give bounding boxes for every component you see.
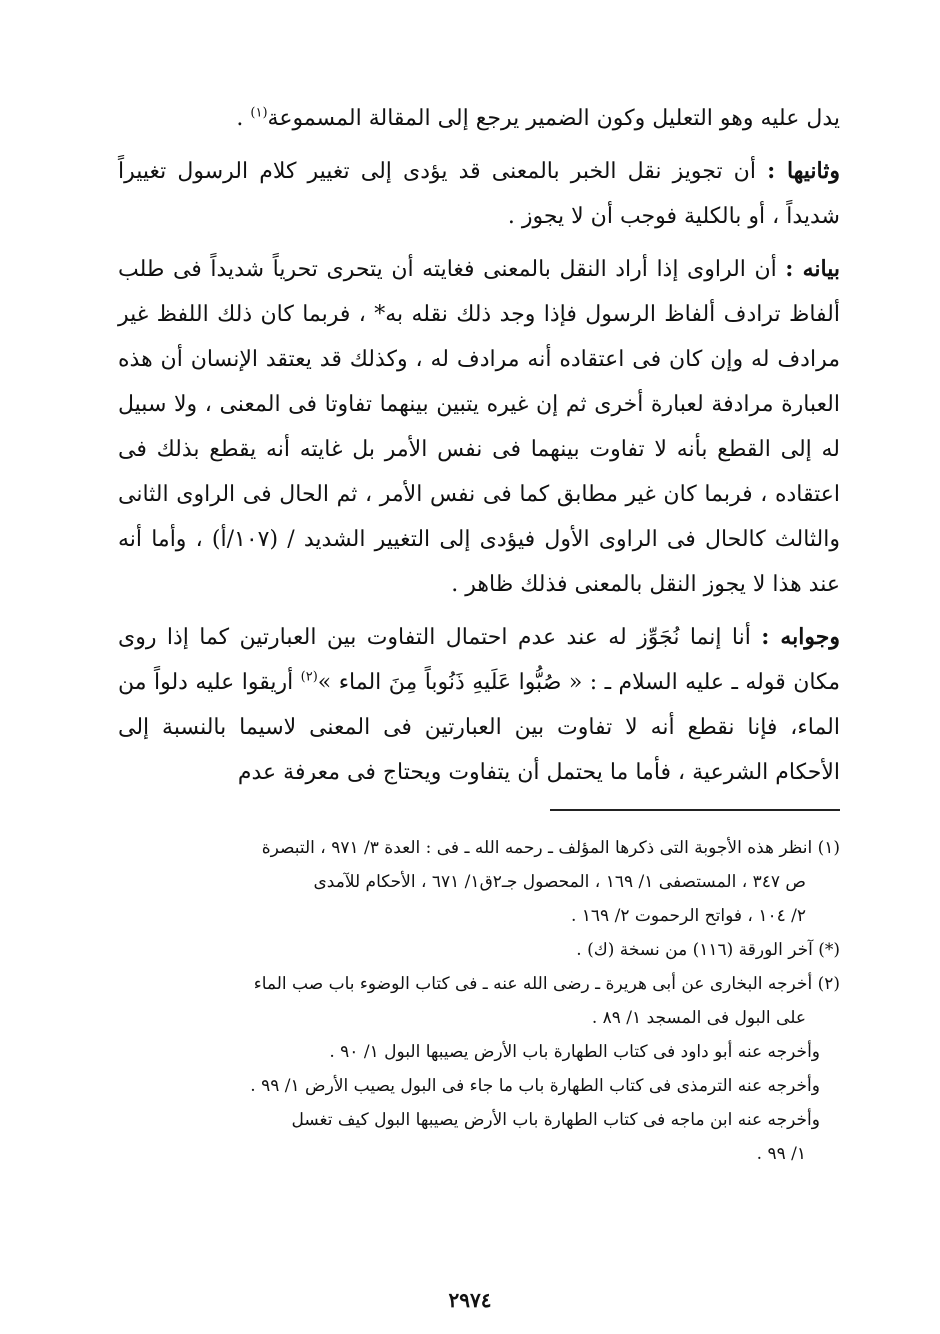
footnote-ref-1[interactable]: (١) — [250, 105, 268, 121]
paragraph-3-lead: بيانه : — [785, 256, 840, 282]
paragraph-2-lead: وثانيها : — [767, 158, 841, 184]
footnote-2-line-4: وأخرجه عنه الترمذى فى كتاب الطهارة باب ما جاء فى البول يصيب الأرض ١/ ٩٩ . — [250, 1076, 820, 1096]
paragraph-4-text-1: أنا إنما نُجَوِّز له عند عدم احتمال التفاوت بين العبارتين كما إذا روى مكان قوله ـ عليه السلام ـ : « صُبُّوا عَلَيهِ ذَنُوباً مِنَ الماء » — [118, 625, 840, 695]
paragraph-4 — [118, 615, 840, 795]
paragraph-4-lead: وجوابه : — [761, 624, 840, 650]
footnote-2-line-1: (٢) أخرجه البخارى عن أبى هريرة ـ رضى الله عنه ـ فى كتاب الوضوء باب صب الماء — [253, 974, 840, 994]
footnote-2-line-3: وأخرجه عنه أبو داود فى كتاب الطهارة باب الأرض يصيبها البول ١/ ٩٠ . — [329, 1042, 820, 1062]
footnote-star: (*) آخر الورقة (١١٦) من نسخة (ك) . — [576, 940, 840, 960]
footnote-divider — [550, 809, 840, 811]
paragraph-1-text: يدل عليه وهو التعليل وكون الضمير يرجع إلى المقالة المسموعة — [267, 106, 840, 131]
paragraph-1-end: . — [236, 106, 251, 131]
footnote-1-line-2: ص ٣٤٧ ، المستصفى ١/ ١٦٩ ، المحصول جـ٢ق١/ ٦٧١ ، الأحكام للآمدى — [313, 872, 806, 892]
footnote-ref-2[interactable]: (٢) — [300, 669, 318, 685]
footnote-2-line-6: ١/ ٩٩ . — [756, 1144, 806, 1164]
footnote-1-line-1: (١) انظر هذه الأجوبة التى ذكرها المؤلف ـ رحمه الله ـ فى : العدة ٣/ ٩٧١ ، التبصرة — [261, 838, 840, 858]
paragraph-4-text-2: أريقوا عليه دلواً من الماء، فإنا نقطع أنه لا تفاوت بين العبارتين فى المعنى لاسيما بالنسبة إلى الأحكام الشرعية ، فأما ما يحتمل أن يتفاوت ويحتاج فى معرفة عدم — [118, 670, 840, 785]
paragraph-1 — [118, 96, 840, 141]
footnote-1-line-3: ٢/ ١٠٤ ، فواتح الرحموت ٢/ ١٦٩ . — [570, 906, 806, 926]
paragraph-2-text: أن تجويز نقل الخبر بالمعنى قد يؤدى إلى تغيير كلام الرسول تغييراً شديداً ، أو بالكلية فوجب أن لا يجوز . — [118, 159, 840, 229]
page-number: ٢٩٧٤ — [448, 1288, 492, 1312]
footnote-2-line-2: على البول فى المسجد ١/ ٨٩ . — [591, 1008, 806, 1028]
paragraph-3-text: أن الراوى إذا أراد النقل بالمعنى فغايته أن يتحرى تحرياً شديداً فى طلب ألفاظ ترادف ألفاظ الرسول فإذا وجد ذلك نقله به* ، فربما كان ذلك اللفظ غير مرادف له وإن كان فى اعتقاده أنه مرادف له ، وكذلك قد يعتقد الإنسان أن هذه العبارة مرادفة لعبارة أخرى ثم إن غيره يتبين بينهما تفاوتا فى المعنى ، ولا سبيل له إلى القطع بأنه لا تفاوت بينهما فى نفس الأمر بل غايته أنه يقطع بذلك فى اعتقاده ، فربما كان غير مطابق كما فى نفس الأمر ، ثم الحال فى الراوى الثانى والثالث كالحال فى الراوى الأول فيؤدى إلى التغيير الشديد / (١٠٧/أ) ، وأما أنه عند هذا لا يجوز النقل بالمعنى فذلك ظاهر . — [118, 257, 840, 597]
paragraph-3 — [118, 247, 840, 607]
paragraph-2 — [118, 149, 840, 239]
footnote-2-line-5: وأخرجه عنه ابن ماجه فى كتاب الطهارة باب الأرض يصيبها البول كيف تغسل — [291, 1110, 820, 1130]
footnotes — [118, 831, 840, 1171]
